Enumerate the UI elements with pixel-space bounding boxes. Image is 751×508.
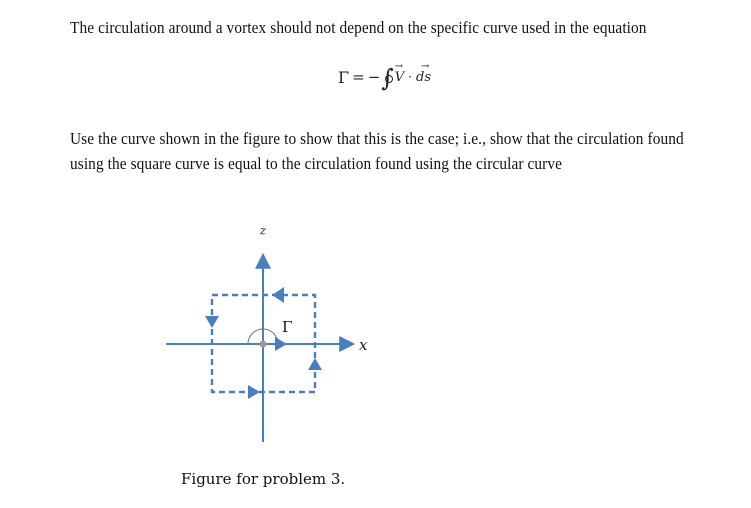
ds-vector bbox=[416, 60, 431, 85]
velocity-vector-arrow: → bbox=[394, 60, 404, 72]
ds-symbol: ds bbox=[416, 69, 431, 85]
right-arrow-up bbox=[308, 358, 322, 370]
velocity-symbol: V bbox=[394, 69, 405, 85]
instruction-line-2: using the square curve is equal to the circulation found using the circular curve bbox=[70, 154, 563, 173]
vortex-origin bbox=[260, 341, 267, 348]
ds-vector-arrow: → bbox=[421, 60, 430, 72]
vortex-diagram bbox=[160, 220, 390, 450]
z-axis-label: z bbox=[259, 225, 266, 239]
bottom-arrow-right bbox=[248, 385, 260, 399]
figure-caption: Figure for problem 3. bbox=[181, 470, 346, 488]
integral-sign: ∫ bbox=[381, 64, 394, 92]
instruction-line-1: Use the curve shown in the figure to show that this is the case; i.e., show that the circulation found bbox=[70, 129, 684, 148]
circle-arrow-right bbox=[275, 337, 287, 351]
vortex-figure bbox=[160, 220, 390, 455]
circulation-equation bbox=[338, 60, 431, 92]
dot-operator: · bbox=[408, 70, 412, 84]
gamma-label: Γ bbox=[282, 318, 293, 336]
velocity-vector bbox=[394, 60, 405, 85]
equation-minus: − bbox=[367, 68, 381, 86]
x-axis-label: x bbox=[359, 336, 368, 354]
closed-integral-symbol bbox=[381, 64, 394, 92]
equation-gamma: Γ bbox=[338, 67, 350, 87]
top-arrow-left bbox=[272, 287, 284, 303]
intro-text: The circulation around a vortex should not depend on the specific curve used in the equation bbox=[70, 18, 647, 37]
left-arrow-down bbox=[205, 316, 219, 328]
equation-equals: = bbox=[352, 68, 365, 86]
